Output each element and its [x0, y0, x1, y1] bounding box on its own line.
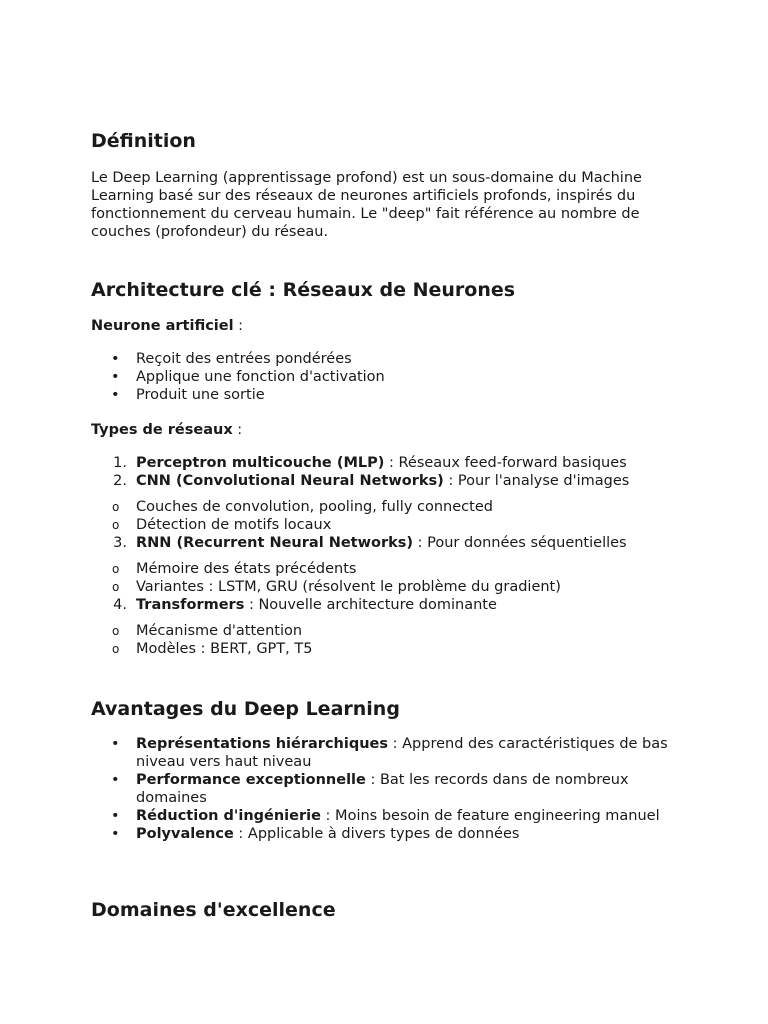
heading-advantages: Avantages du Deep Learning [91, 698, 400, 720]
advantage-desc: : Moins besoin de feature engineering manuel [320, 808, 660, 824]
neuron-label: Neurone artificiel [91, 318, 234, 334]
list-item [91, 771, 671, 807]
list-item: • Reçoit des entrées pondérées [91, 350, 671, 368]
list-item [91, 825, 671, 843]
sub-list-item: o Modèles : BERT, GPT, T5 [91, 640, 671, 658]
advantage-name: Réduction d'ingénierie [136, 808, 321, 824]
types-label: Types de réseaux [91, 422, 233, 438]
type-name: Transformers [136, 597, 245, 613]
advantage-desc: : Apprend des caractéristiques de bas niveau vers haut niveau [136, 736, 668, 770]
list-item [91, 807, 671, 825]
sub-list [91, 622, 671, 658]
type-name: CNN (Convolutional Neural Networks) [136, 473, 444, 489]
sub-list-item: o Variantes : LSTM, GRU (résolvent le problème du gradient) [91, 578, 671, 596]
advantage-name: Performance exceptionnelle [136, 772, 366, 788]
list-number: 1. [113, 455, 127, 471]
list-item [91, 534, 671, 596]
sub-list-item: o Mécanisme d'attention [91, 622, 671, 640]
list-item: • Applique une fonction d'activation [91, 368, 671, 386]
type-name: RNN (Recurrent Neural Networks) [136, 535, 414, 551]
advantages-list [91, 735, 671, 843]
sub-list-item: o Détection de motifs locaux [91, 516, 671, 534]
heading-definition: Définition [91, 130, 196, 152]
type-desc: : Réseaux feed-forward basiques [384, 455, 627, 471]
type-desc: : Pour l'analyse d'images [443, 473, 630, 489]
list-number: 4. [113, 597, 127, 613]
sub-list-item: o Mémoire des états précédents [91, 560, 671, 578]
network-types-list [91, 454, 671, 658]
definition-paragraph: Le Deep Learning (apprentissage profond) est un sous-domaine du Machine Learning basé sur des réseaux de neurones artificiels profonds, inspirés du fonctionnement du cerveau humain. Le "deep" fait référence au nombre de couches (profondeur) du réseau. [91, 170, 642, 240]
sub-list [91, 560, 671, 596]
heading-architecture: Architecture clé : Réseaux de Neurones [91, 279, 516, 301]
type-desc: : Nouvelle architecture dominante [244, 597, 497, 613]
neuron-label-line [91, 317, 671, 335]
type-desc: : Pour données séquentielles [413, 535, 627, 551]
advantage-name: Représentations hiérarchiques [136, 736, 389, 752]
sub-list [91, 498, 671, 534]
sub-list-item: o Couches de convolution, pooling, fully connected [91, 498, 671, 516]
list-item: • Produit une sortie [91, 386, 671, 404]
list-number: 3. [113, 535, 127, 551]
list-number: 2. [113, 473, 127, 489]
list-item [91, 596, 671, 658]
neuron-label-suffix: : [233, 318, 244, 334]
list-item [91, 454, 671, 472]
type-name: Perceptron multicouche (MLP) [136, 455, 385, 471]
types-label-line [91, 421, 671, 439]
advantage-desc: : Applicable à divers types de données [233, 826, 520, 842]
types-label-suffix: : [232, 422, 243, 438]
advantage-desc: : Bat les records dans de nombreux domaines [136, 772, 629, 806]
list-item [91, 735, 671, 771]
heading-domains: Domaines d'excellence [91, 899, 336, 921]
neuron-list [91, 350, 671, 404]
list-item [91, 472, 671, 534]
advantage-name: Polyvalence [136, 826, 234, 842]
